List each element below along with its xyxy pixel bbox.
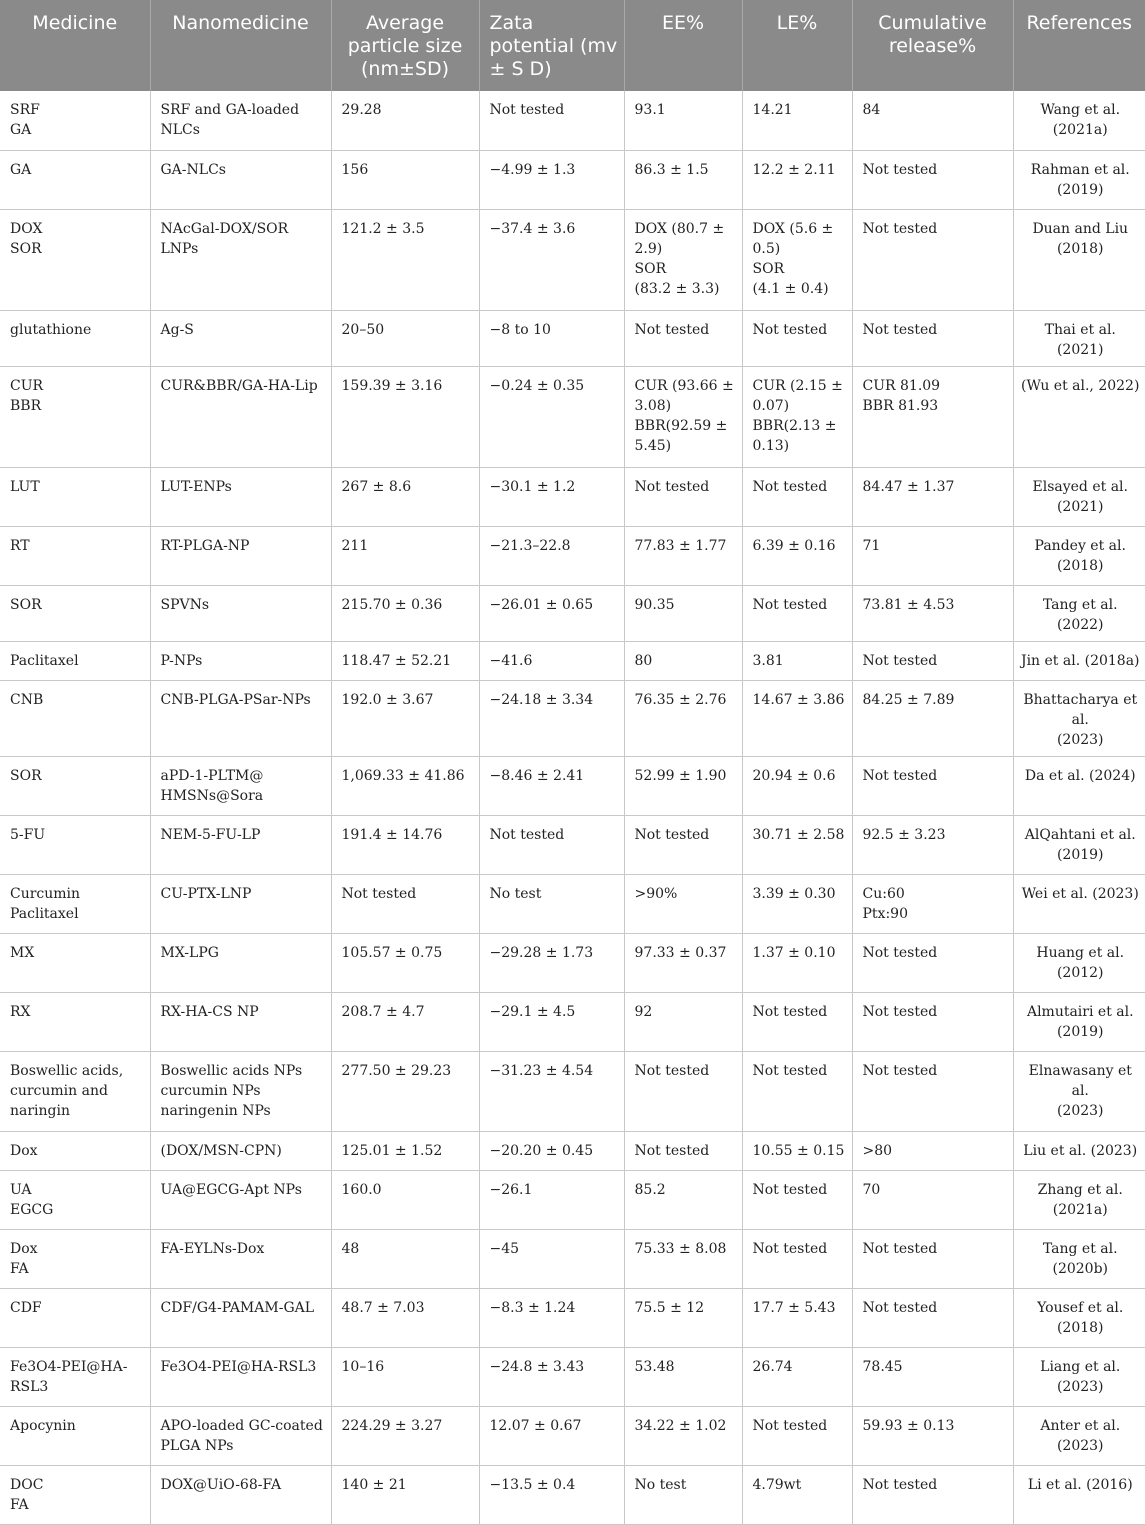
cell-zeta-potential: −13.5 ± 0.4 (479, 1465, 624, 1524)
cell-cumulative-release: 84.25 ± 7.89 (852, 680, 1013, 756)
cell-medicine: Paclitaxel (0, 641, 150, 680)
cell-ee: Not tested (624, 1131, 742, 1170)
table-row (0, 310, 1145, 366)
cell-medicine: LUT (0, 467, 150, 526)
cell-ee: >90% (624, 874, 742, 933)
cell-nanomedicine: SRF and GA-loaded NLCs (150, 91, 331, 150)
cell-ee: 90.35 (624, 585, 742, 641)
cell-medicine: CUR BBR (0, 366, 150, 467)
header-le: LE% (742, 0, 852, 91)
cell-nanomedicine: CDF/G4-PAMAM-GAL (150, 1288, 331, 1347)
cell-reference: Anter et al. (2023) (1013, 1406, 1145, 1465)
cell-cumulative-release: 73.81 ± 4.53 (852, 585, 1013, 641)
cell-le: 3.39 ± 0.30 (742, 874, 852, 933)
cell-le: 20.94 ± 0.6 (742, 756, 852, 815)
table-row (0, 366, 1145, 467)
cell-le: Not tested (742, 1406, 852, 1465)
cell-le: Not tested (742, 992, 852, 1051)
table-body (0, 91, 1145, 1524)
cell-ee: CUR (93.66 ± 3.08) BBR(92.59 ± 5.45) (624, 366, 742, 467)
cell-zeta-potential: −29.1 ± 4.5 (479, 992, 624, 1051)
cell-medicine: RT (0, 526, 150, 585)
cell-reference: Rahman et al. (2019) (1013, 150, 1145, 209)
cell-cumulative-release: Not tested (852, 310, 1013, 366)
cell-medicine: CNB (0, 680, 150, 756)
cell-nanomedicine: LUT-ENPs (150, 467, 331, 526)
cell-zeta-potential: −30.1 ± 1.2 (479, 467, 624, 526)
cell-zeta-potential: 12.07 ± 0.67 (479, 1406, 624, 1465)
cell-cumulative-release: 84 (852, 91, 1013, 150)
cell-reference: Elnawasany et al. (2023) (1013, 1051, 1145, 1131)
cell-zeta-potential: −45 (479, 1229, 624, 1288)
header-particle-size: Average particle size (nm±SD) (331, 0, 479, 91)
cell-reference: Wang et al. (2021a) (1013, 91, 1145, 150)
cell-particle-size: 118.47 ± 52.21 (331, 641, 479, 680)
table-row (0, 933, 1145, 992)
cell-le: Not tested (742, 467, 852, 526)
cell-ee: 75.5 ± 12 (624, 1288, 742, 1347)
cell-le: DOX (5.6 ± 0.5) SOR (4.1 ± 0.4) (742, 209, 852, 310)
cell-medicine: RX (0, 992, 150, 1051)
cell-medicine: Dox (0, 1131, 150, 1170)
header-medicine: Medicine (0, 0, 150, 91)
cell-medicine: glutathione (0, 310, 150, 366)
cell-medicine: CDF (0, 1288, 150, 1347)
cell-le: 14.67 ± 3.86 (742, 680, 852, 756)
cell-ee: 53.48 (624, 1347, 742, 1406)
cell-particle-size: 192.0 ± 3.67 (331, 680, 479, 756)
cell-medicine: GA (0, 150, 150, 209)
cell-zeta-potential: −8.46 ± 2.41 (479, 756, 624, 815)
cell-zeta-potential: No test (479, 874, 624, 933)
cell-cumulative-release: Not tested (852, 1051, 1013, 1131)
cell-zeta-potential: −20.20 ± 0.45 (479, 1131, 624, 1170)
cell-zeta-potential: −26.1 (479, 1170, 624, 1229)
cell-particle-size: 159.39 ± 3.16 (331, 366, 479, 467)
cell-zeta-potential: −8.3 ± 1.24 (479, 1288, 624, 1347)
cell-ee: 97.33 ± 0.37 (624, 933, 742, 992)
cell-cumulative-release: 59.93 ± 0.13 (852, 1406, 1013, 1465)
cell-cumulative-release: Not tested (852, 641, 1013, 680)
cell-ee: Not tested (624, 1051, 742, 1131)
cell-ee: 85.2 (624, 1170, 742, 1229)
header-ee: EE% (624, 0, 742, 91)
cell-zeta-potential: Not tested (479, 91, 624, 150)
table-row (0, 526, 1145, 585)
cell-nanomedicine: MX-LPG (150, 933, 331, 992)
cell-le: 3.81 (742, 641, 852, 680)
cell-nanomedicine: NEM-5-FU-LP (150, 815, 331, 874)
cell-cumulative-release: Not tested (852, 1229, 1013, 1288)
cell-reference: Thai et al. (2021) (1013, 310, 1145, 366)
cell-reference: Huang et al. (2012) (1013, 933, 1145, 992)
cell-particle-size: 208.7 ± 4.7 (331, 992, 479, 1051)
table-row (0, 1229, 1145, 1288)
table-row (0, 1406, 1145, 1465)
cell-nanomedicine: UA@EGCG-Apt NPs (150, 1170, 331, 1229)
cell-particle-size: 160.0 (331, 1170, 479, 1229)
cell-medicine: DOC FA (0, 1465, 150, 1524)
cell-le: 30.71 ± 2.58 (742, 815, 852, 874)
cell-cumulative-release: CUR 81.09 BBR 81.93 (852, 366, 1013, 467)
cell-particle-size: 267 ± 8.6 (331, 467, 479, 526)
cell-cumulative-release: Not tested (852, 992, 1013, 1051)
cell-ee: Not tested (624, 815, 742, 874)
cell-reference: Wei et al. (2023) (1013, 874, 1145, 933)
cell-zeta-potential: −29.28 ± 1.73 (479, 933, 624, 992)
cell-particle-size: 10–16 (331, 1347, 479, 1406)
cell-medicine: DOX SOR (0, 209, 150, 310)
cell-ee: Not tested (624, 310, 742, 366)
cell-ee: 77.83 ± 1.77 (624, 526, 742, 585)
table-row (0, 1170, 1145, 1229)
table-row (0, 641, 1145, 680)
cell-reference: Liu et al. (2023) (1013, 1131, 1145, 1170)
cell-nanomedicine: APO-loaded GC-coated PLGA NPs (150, 1406, 331, 1465)
cell-cumulative-release: 71 (852, 526, 1013, 585)
cell-medicine: SRF GA (0, 91, 150, 150)
cell-nanomedicine: P-NPs (150, 641, 331, 680)
cell-ee: 75.33 ± 8.08 (624, 1229, 742, 1288)
cell-particle-size: 48.7 ± 7.03 (331, 1288, 479, 1347)
cell-le: 1.37 ± 0.10 (742, 933, 852, 992)
table-row (0, 91, 1145, 150)
table-row (0, 467, 1145, 526)
cell-zeta-potential: −21.3–22.8 (479, 526, 624, 585)
cell-le: CUR (2.15 ± 0.07) BBR(2.13 ± 0.13) (742, 366, 852, 467)
cell-le: Not tested (742, 310, 852, 366)
cell-nanomedicine: aPD-1-PLTM@ HMSNs@Sora (150, 756, 331, 815)
cell-zeta-potential: −37.4 ± 3.6 (479, 209, 624, 310)
cell-medicine: 5-FU (0, 815, 150, 874)
cell-nanomedicine: CUR&BBR/GA-HA-Lip (150, 366, 331, 467)
cell-le: 4.79wt (742, 1465, 852, 1524)
table-row (0, 1131, 1145, 1170)
cell-particle-size: 105.57 ± 0.75 (331, 933, 479, 992)
header-cumulative-release: Cumulative release% (852, 0, 1013, 91)
cell-ee: 86.3 ± 1.5 (624, 150, 742, 209)
cell-cumulative-release: 70 (852, 1170, 1013, 1229)
table-row (0, 1347, 1145, 1406)
cell-le: Not tested (742, 585, 852, 641)
cell-medicine: Fe3O4-PEI@HA- RSL3 (0, 1347, 150, 1406)
cell-cumulative-release: Not tested (852, 756, 1013, 815)
cell-le: 26.74 (742, 1347, 852, 1406)
cell-particle-size: 156 (331, 150, 479, 209)
cell-le: 12.2 ± 2.11 (742, 150, 852, 209)
cell-ee: 76.35 ± 2.76 (624, 680, 742, 756)
cell-nanomedicine: RX-HA-CS NP (150, 992, 331, 1051)
cell-le: Not tested (742, 1051, 852, 1131)
cell-ee: 52.99 ± 1.90 (624, 756, 742, 815)
cell-particle-size: 125.01 ± 1.52 (331, 1131, 479, 1170)
cell-particle-size: 48 (331, 1229, 479, 1288)
cell-le: 14.21 (742, 91, 852, 150)
table-row (0, 756, 1145, 815)
cell-reference: Zhang et al. (2021a) (1013, 1170, 1145, 1229)
cell-particle-size: 211 (331, 526, 479, 585)
table-row (0, 874, 1145, 933)
cell-nanomedicine: RT-PLGA-NP (150, 526, 331, 585)
cell-particle-size: 20–50 (331, 310, 479, 366)
cell-zeta-potential: −31.23 ± 4.54 (479, 1051, 624, 1131)
table-row (0, 1288, 1145, 1347)
cell-particle-size: 224.29 ± 3.27 (331, 1406, 479, 1465)
cell-reference: Yousef et al. (2018) (1013, 1288, 1145, 1347)
cell-cumulative-release: Not tested (852, 933, 1013, 992)
cell-cumulative-release: Not tested (852, 150, 1013, 209)
cell-le: Not tested (742, 1170, 852, 1229)
cell-medicine: SOR (0, 756, 150, 815)
cell-zeta-potential: −24.18 ± 3.34 (479, 680, 624, 756)
cell-nanomedicine: FA-EYLNs-Dox (150, 1229, 331, 1288)
cell-nanomedicine: CU-PTX-LNP (150, 874, 331, 933)
cell-cumulative-release: 92.5 ± 3.23 (852, 815, 1013, 874)
cell-ee: 93.1 (624, 91, 742, 150)
cell-reference: (Wu et al., 2022) (1013, 366, 1145, 467)
header-nanomedicine: Nanomedicine (150, 0, 331, 91)
cell-nanomedicine: SPVNs (150, 585, 331, 641)
cell-reference: Jin et al. (2018a) (1013, 641, 1145, 680)
cell-nanomedicine: Boswellic acids NPs curcumin NPs naringenin NPs (150, 1051, 331, 1131)
cell-ee: 34.22 ± 1.02 (624, 1406, 742, 1465)
cell-particle-size: 29.28 (331, 91, 479, 150)
cell-le: Not tested (742, 1229, 852, 1288)
cell-cumulative-release: Not tested (852, 209, 1013, 310)
cell-particle-size: 1,069.33 ± 41.86 (331, 756, 479, 815)
cell-reference: Duan and Liu (2018) (1013, 209, 1145, 310)
cell-particle-size: 191.4 ± 14.76 (331, 815, 479, 874)
cell-nanomedicine: Ag-S (150, 310, 331, 366)
cell-ee: 80 (624, 641, 742, 680)
cell-zeta-potential: −26.01 ± 0.65 (479, 585, 624, 641)
cell-cumulative-release: Cu:60 Ptx:90 (852, 874, 1013, 933)
cell-reference: Tang et al. (2022) (1013, 585, 1145, 641)
cell-reference: AlQahtani et al. (2019) (1013, 815, 1145, 874)
cell-medicine: Curcumin Paclitaxel (0, 874, 150, 933)
table-row (0, 150, 1145, 209)
cell-particle-size: Not tested (331, 874, 479, 933)
cell-reference: Pandey et al. (2018) (1013, 526, 1145, 585)
cell-zeta-potential: −4.99 ± 1.3 (479, 150, 624, 209)
table-row (0, 1465, 1145, 1524)
cell-cumulative-release: 78.45 (852, 1347, 1013, 1406)
cell-cumulative-release: 84.47 ± 1.37 (852, 467, 1013, 526)
cell-cumulative-release: >80 (852, 1131, 1013, 1170)
cell-ee: 92 (624, 992, 742, 1051)
cell-zeta-potential: −41.6 (479, 641, 624, 680)
cell-ee: DOX (80.7 ± 2.9) SOR (83.2 ± 3.3) (624, 209, 742, 310)
table-row (0, 209, 1145, 310)
table-row (0, 815, 1145, 874)
cell-ee: No test (624, 1465, 742, 1524)
cell-zeta-potential: −8 to 10 (479, 310, 624, 366)
cell-le: 6.39 ± 0.16 (742, 526, 852, 585)
cell-zeta-potential: −0.24 ± 0.35 (479, 366, 624, 467)
cell-medicine: Dox FA (0, 1229, 150, 1288)
cell-ee: Not tested (624, 467, 742, 526)
cell-le: 17.7 ± 5.43 (742, 1288, 852, 1347)
cell-zeta-potential: −24.8 ± 3.43 (479, 1347, 624, 1406)
cell-reference: Almutairi et al. (2019) (1013, 992, 1145, 1051)
table-header (0, 0, 1145, 91)
cell-nanomedicine: Fe3O4-PEI@HA-RSL3 (150, 1347, 331, 1406)
table-row (0, 1051, 1145, 1131)
cell-le: 10.55 ± 0.15 (742, 1131, 852, 1170)
cell-medicine: Apocynin (0, 1406, 150, 1465)
table-row (0, 585, 1145, 641)
header-zeta-potential: Zata potential (mv ± S D) (479, 0, 624, 91)
cell-medicine: UA EGCG (0, 1170, 150, 1229)
table-row (0, 992, 1145, 1051)
cell-particle-size: 277.50 ± 29.23 (331, 1051, 479, 1131)
cell-nanomedicine: CNB-PLGA-PSar-NPs (150, 680, 331, 756)
cell-nanomedicine: (DOX/MSN-CPN) (150, 1131, 331, 1170)
cell-cumulative-release: Not tested (852, 1288, 1013, 1347)
table-row (0, 680, 1145, 756)
cell-reference: Li et al. (2016) (1013, 1465, 1145, 1524)
cell-cumulative-release: Not tested (852, 1465, 1013, 1524)
cell-nanomedicine: NAcGal-DOX/SOR LNPs (150, 209, 331, 310)
cell-reference: Elsayed et al. (2021) (1013, 467, 1145, 526)
cell-reference: Bhattacharya et al. (2023) (1013, 680, 1145, 756)
cell-zeta-potential: Not tested (479, 815, 624, 874)
cell-medicine: SOR (0, 585, 150, 641)
cell-reference: Liang et al. (2023) (1013, 1347, 1145, 1406)
cell-reference: Tang et al. (2020b) (1013, 1229, 1145, 1288)
cell-medicine: Boswellic acids, curcumin and naringin (0, 1051, 150, 1131)
header-references: References (1013, 0, 1145, 91)
header-row (0, 0, 1145, 91)
cell-particle-size: 121.2 ± 3.5 (331, 209, 479, 310)
cell-particle-size: 140 ± 21 (331, 1465, 479, 1524)
cell-particle-size: 215.70 ± 0.36 (331, 585, 479, 641)
cell-medicine: MX (0, 933, 150, 992)
cell-reference: Da et al. (2024) (1013, 756, 1145, 815)
cell-nanomedicine: GA-NLCs (150, 150, 331, 209)
cell-nanomedicine: DOX@UiO-68-FA (150, 1465, 331, 1524)
